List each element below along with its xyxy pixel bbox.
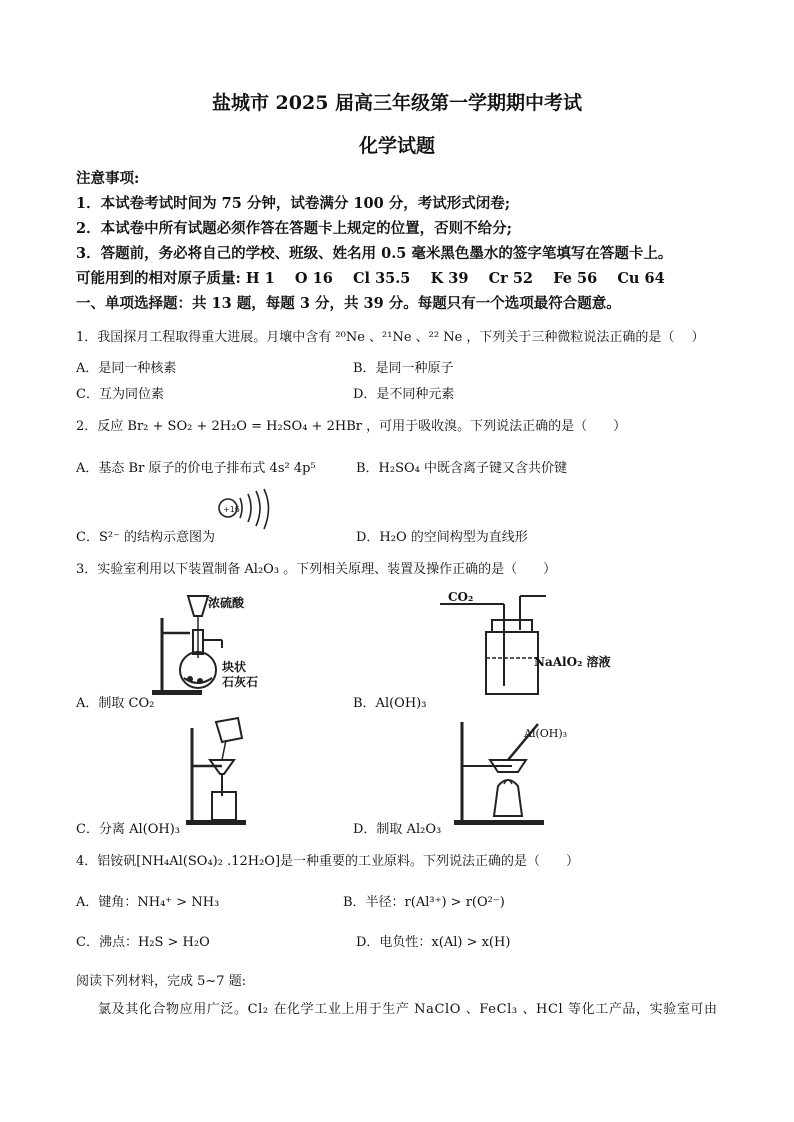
question-2-stem: 2．反应 Br₂ + SO₂ + 2H₂O = H₂SO₄ + 2HBr ，可用于吸收溴。下列说法正确的是（ ）: [76, 419, 627, 434]
label-lump: 块状: [222, 660, 247, 674]
q1-option-c: C．互为同位素: [76, 387, 164, 402]
q1-option-a: A．是同一种核素: [76, 361, 177, 376]
q3-option-a: A．制取 CO₂: [76, 696, 155, 711]
q2-option-c: C．S²⁻ 的结构示意图为: [76, 530, 216, 545]
label-aloh3: Al(OH)₃: [524, 727, 568, 740]
svg-text:+16: +16: [223, 505, 240, 514]
sulfide-ion-structure-diagram: [216, 488, 276, 532]
notice-item-2: 2．本试卷中所有试题必须作答在答题卡上规定的位置，否则不给分;: [76, 220, 512, 237]
exam-subject: 化学试题: [358, 135, 435, 157]
question-3-stem: 3．实验室利用以下装置制备 Al₂O₃ 。下列相关原理、装置及操作正确的是（ ）: [76, 562, 557, 577]
notice-heading: 注意事项:: [76, 170, 140, 187]
exam-title: 盐城市 2025 届高三年级第一学期期中考试: [211, 92, 583, 114]
q4-option-b: B．半径：r(Al³⁺) > r(O²⁻): [343, 895, 505, 910]
apparatus-filtration: [186, 716, 250, 830]
atomic-masses: 可能用到的相对原子质量: H 1 O 16 Cl 35.5 K 39 Cr 52 Fe 56 Cu 64: [76, 270, 665, 287]
q4-option-a: A．键角：NH₄⁺ > NH₃: [76, 895, 220, 910]
reading-intro: 阅读下列材料，完成 5~7 题:: [76, 974, 247, 989]
q3-option-d: D．制取 Al₂O₃: [353, 822, 442, 837]
label-naalo2-solution: NaAlO₂ 溶液: [534, 655, 611, 669]
question-1-stem: 1．我国探月工程取得重大进展。月壤中含有 ²⁰Ne 、²¹Ne 、²² Ne ，下列关于三种微粒说法正确的是（ ）: [76, 330, 705, 345]
q1-option-b: B．是同一种原子: [353, 361, 454, 376]
q4-option-d: D．电负性：x(Al) > x(H): [356, 935, 511, 950]
q2-option-a: A．基态 Br 原子的价电子排布式 4s² 4p⁵: [76, 461, 316, 476]
question-4-stem: 4．铝铵矾[NH₄Al(SO₄)₂ .12H₂O]是一种重要的工业原料。下列说法正确的是（ ）: [76, 854, 580, 869]
q2-option-d: D．H₂O 的空间构型为直线形: [356, 530, 528, 545]
section-1-heading: 一、单项选择题：共 13 题，每题 3 分，共 39 分。每题只有一个选项最符合题意。: [76, 295, 621, 312]
apparatus-gas-bubbler: [440, 590, 550, 700]
q4-option-c: C．沸点：H₂S > H₂O: [76, 935, 210, 950]
label-conc-sulfuric-acid: 浓硫酸: [208, 596, 245, 610]
reading-paragraph: 氯及其化合物应用广泛。Cl₂ 在化学工业上用于生产 NaClO 、FeCl₃ 、HCl 等化工产品，实验室可由: [98, 1002, 718, 1017]
notice-item-3: 3．答题前，务必将自己的学校、班级、姓名用 0.5 毫米黑色墨水的签字笔填写在答题卡上。: [76, 245, 673, 262]
notice-item-1: 1．本试卷考试时间为 75 分钟，试卷满分 100 分，考试形式闭卷;: [76, 195, 511, 212]
label-limestone: 石灰石: [222, 675, 259, 689]
q2-option-b: B．H₂SO₄ 中既含离子键又含共价键: [356, 461, 568, 476]
q3-option-b: B．Al(OH)₃: [353, 696, 427, 711]
q3-option-c: C．分离 Al(OH)₃: [76, 822, 180, 837]
label-co2: CO₂: [448, 590, 474, 604]
q1-option-d: D．是不同种元素: [353, 387, 455, 402]
